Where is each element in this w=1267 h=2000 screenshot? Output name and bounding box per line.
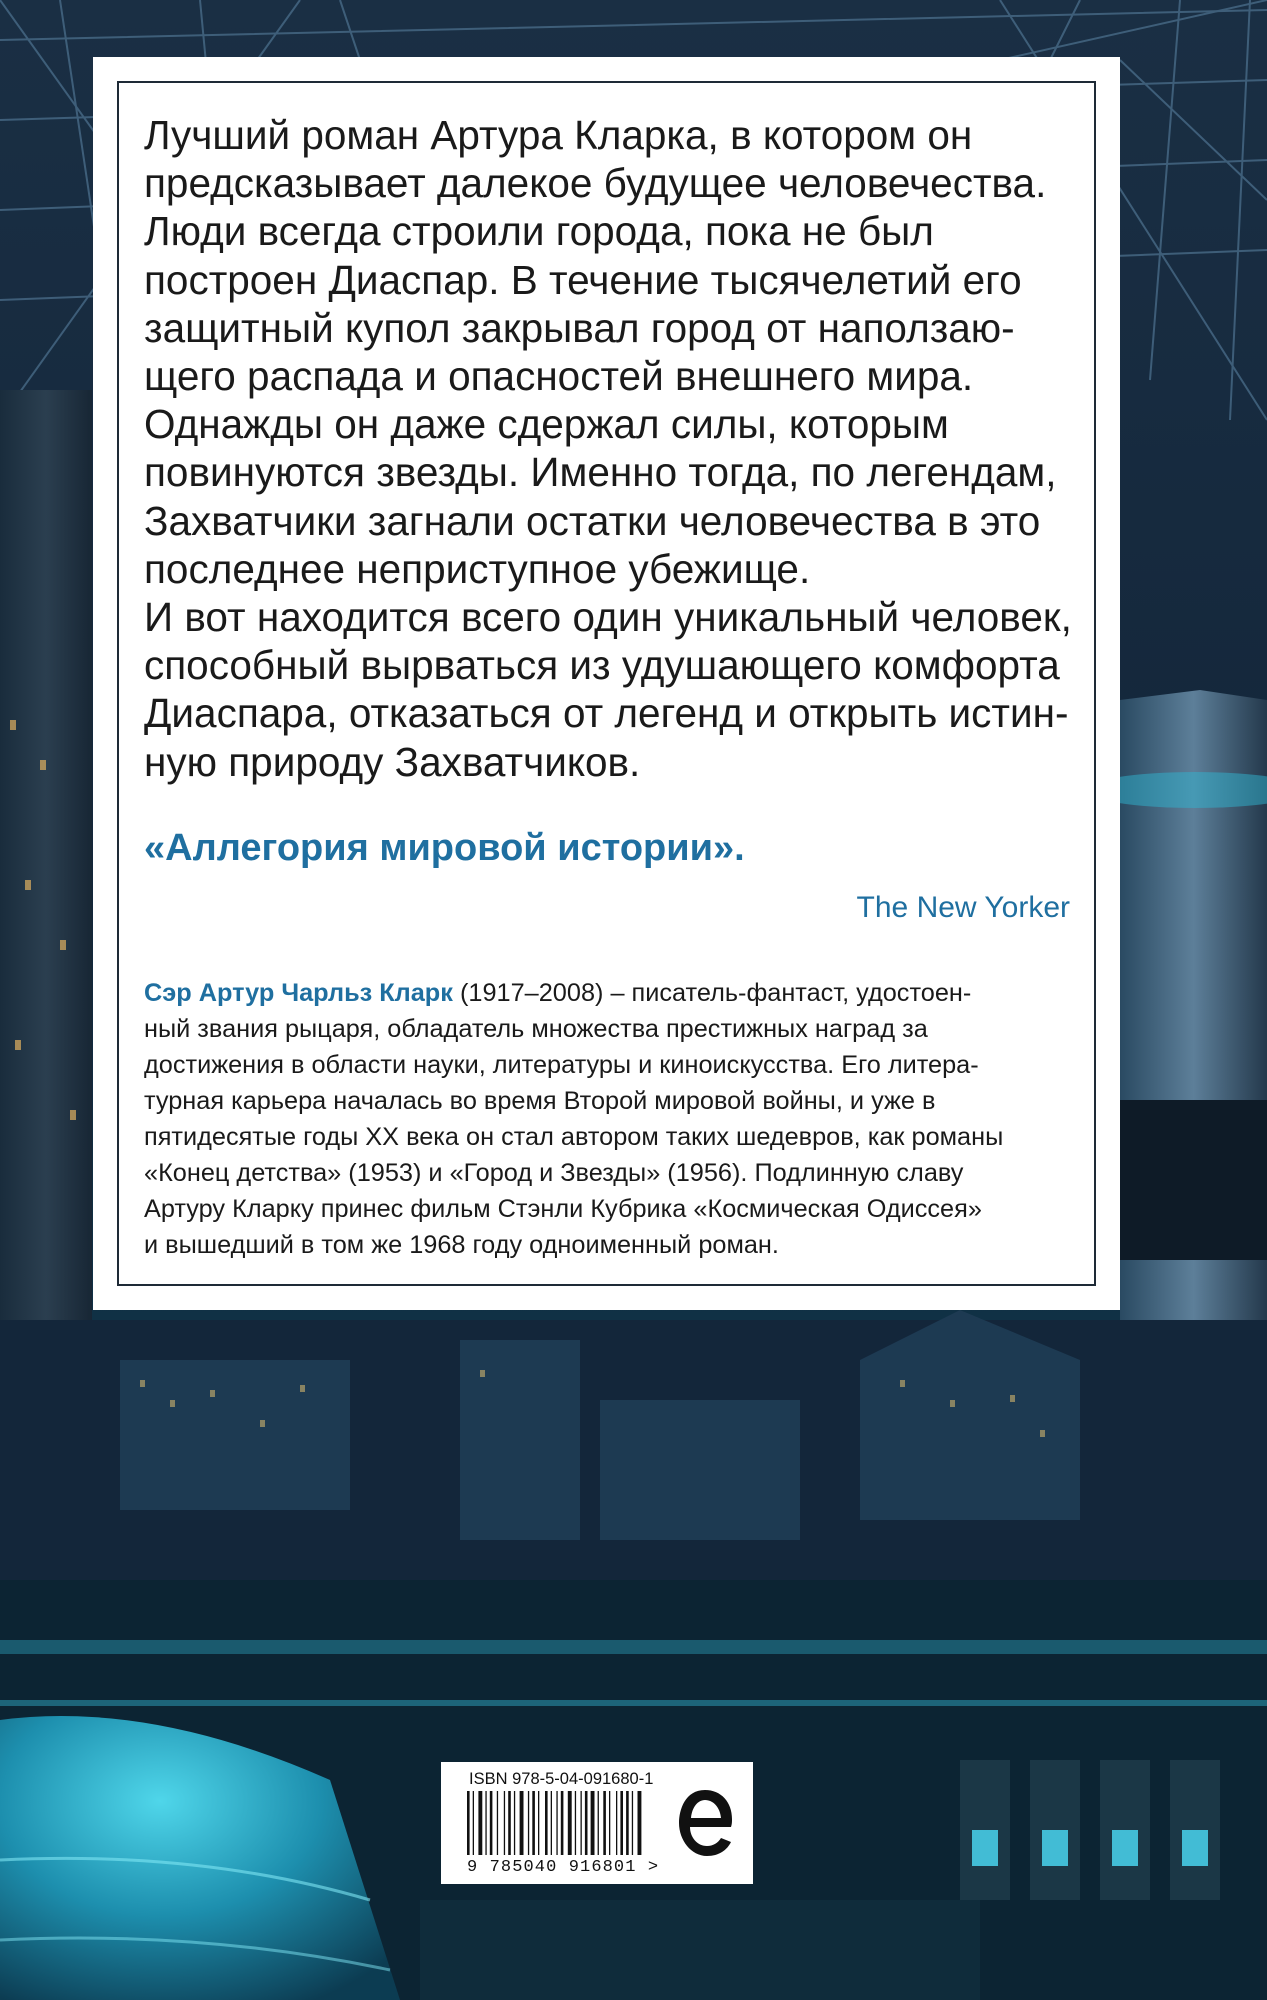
author-name: Сэр Артур Чарльз Кларк xyxy=(144,979,453,1007)
author-bio xyxy=(144,975,1079,1263)
blurb-line: И вот находится всего один уникальный человек, xyxy=(144,594,1072,641)
barcode-bar xyxy=(532,1791,535,1855)
barcode-bar xyxy=(514,1791,515,1855)
barcode-label xyxy=(441,1762,753,1884)
blurb-line: Однажды он даже сдержал силы, которым xyxy=(144,401,949,448)
blurb-line: последнее неприступное убежище. xyxy=(144,545,811,592)
barcode-bar xyxy=(632,1791,633,1855)
barcode-bar xyxy=(538,1791,539,1855)
barcode-bar xyxy=(585,1791,588,1855)
barcode-bar xyxy=(561,1791,564,1855)
blurb-line: защитный купол закрывал город от наползаю- xyxy=(144,304,1015,351)
barcode-bars xyxy=(467,1791,667,1857)
barcode-bar xyxy=(497,1791,498,1855)
barcode-bar xyxy=(581,1791,582,1855)
review-source: The New Yorker xyxy=(856,891,1070,924)
publisher-logo-icon xyxy=(673,1782,737,1864)
barcode-bar xyxy=(520,1791,524,1855)
blurb-line: щего распада и опасностей внешнего мира. xyxy=(144,353,974,400)
barcode-bar xyxy=(551,1791,552,1855)
barcode-bar xyxy=(568,1791,572,1855)
review-quote: «Аллегория мировой истории». xyxy=(144,827,745,869)
bio-line: пятидесятые годы XX века он стал автором таких шедевров, как романы xyxy=(144,1123,1004,1151)
bio-line xyxy=(144,975,1079,1011)
bio-line: и вышедший в том же 1968 году одноименный роман. xyxy=(144,1231,779,1259)
barcode-bar xyxy=(467,1791,470,1855)
barcode-bar xyxy=(591,1791,595,1855)
bio-line-rest: (1917–2008) – писатель-фантаст, удостоен- xyxy=(452,979,972,1007)
isbn-number: ISBN 978-5-04-091680-1 xyxy=(469,1770,654,1788)
barcode-bar xyxy=(575,1791,576,1855)
bio-line: ный звания рыцаря, обладатель множества престижных наград за xyxy=(144,1015,928,1043)
book-blurb xyxy=(144,111,1074,786)
barcode-bar xyxy=(626,1791,629,1855)
blurb-line: Захватчики загнали остатки человечества в это xyxy=(144,497,1041,544)
bio-line: достижения в области науки, литературы и киноискусства. Его литера- xyxy=(144,1051,979,1079)
bio-line: Артуру Кларку принес фильм Стэнли Кубрика «Космическая Одиссея» xyxy=(144,1195,982,1223)
blurb-line: повинуются звезды. Именно тогда, по легендам, xyxy=(144,449,1057,496)
barcode-bar xyxy=(545,1791,548,1855)
barcode-bar xyxy=(620,1791,623,1855)
bio-line: «Конец детства» (1953) и «Город и Звезды» (1956). Подлинную славу xyxy=(144,1159,964,1187)
text-panel xyxy=(93,57,1120,1310)
barcode-bar xyxy=(609,1791,610,1855)
barcode-bar xyxy=(603,1791,606,1855)
barcode-digits: 9 785040 916801 > xyxy=(467,1858,660,1877)
barcode-bar xyxy=(556,1791,557,1855)
blurb-line: предсказывает далекое будущее человечества. xyxy=(144,160,1047,207)
barcode-bar xyxy=(528,1791,529,1855)
blurb-line: построен Диаспар. В течение тысячелетий его xyxy=(144,256,1022,303)
barcode-bar xyxy=(638,1791,642,1855)
blurb-line: способный вырваться из удушающего комфорта xyxy=(144,642,1060,689)
blurb-line: Лучший роман Артура Кларка, в котором он xyxy=(144,112,973,158)
blurb-line: Люди всегда строили города, пока не был xyxy=(144,208,934,255)
blurb-line: ную природу Захватчиков. xyxy=(144,738,641,785)
barcode-bar xyxy=(473,1791,474,1855)
blurb-line: Диаспара, отказаться от легенд и открыть истин- xyxy=(144,690,1069,737)
bio-line: турная карьера началась во время Второй мировой войны, и уже в xyxy=(144,1087,936,1115)
barcode-bar xyxy=(485,1791,486,1855)
barcode-bar xyxy=(598,1791,599,1855)
barcode-bar xyxy=(478,1791,482,1855)
barcode-bar xyxy=(490,1791,493,1855)
barcode-bar xyxy=(616,1791,617,1855)
barcode-bar xyxy=(508,1791,511,1855)
barcode-bar xyxy=(504,1791,505,1855)
